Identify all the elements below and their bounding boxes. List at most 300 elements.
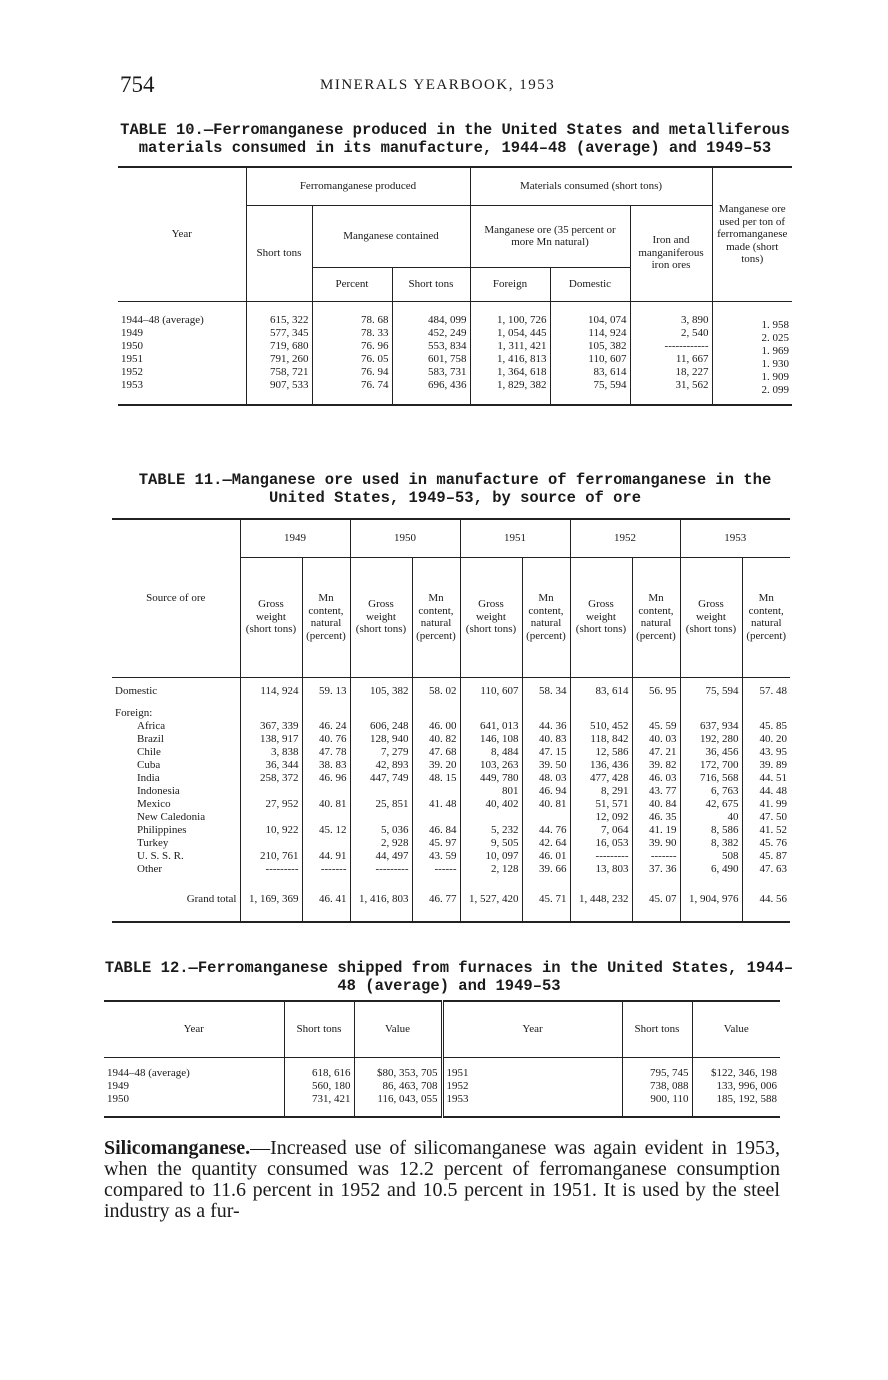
table11-cell: 114, 924	[240, 677, 302, 705]
table11-mn-header: Mn content, natural (percent)	[522, 557, 570, 677]
table11-cell: 46. 24	[319, 720, 347, 732]
table10-cell: 2, 540	[681, 326, 709, 339]
table11-spacer	[574, 707, 629, 720]
table11-cell: 210, 761	[260, 850, 299, 862]
paragraph-text: —Increased use of silicomanganese was again evident in 1953, when the quantity consumed was 12.2 percent of ferromanganese consumption compared to 11.6 percent in 1952 and 10.5 percent in 1951. It is used by the steel industry as a fur-	[104, 1137, 780, 1222]
table11-country-label: Chile	[137, 746, 161, 758]
table12	[104, 1000, 780, 1118]
table11-cell: 39. 50	[539, 759, 567, 771]
table11-country-label: Indonesia	[137, 785, 180, 797]
table10-cell: 758, 721	[270, 365, 309, 378]
table11-cell: 641, 013	[480, 720, 519, 732]
table11-spacer	[354, 707, 409, 720]
table11-cell	[306, 837, 347, 850]
table11-cell: 46. 84	[429, 824, 457, 836]
table11-title: TABLE 11.—Manganese ore used in manufacture of ferromanganese in the United States, 1949–53, by source of ore	[138, 471, 772, 507]
table11-cell: 367, 339	[260, 720, 299, 732]
table11-source-header: Source of ore	[112, 519, 240, 677]
table10-domestic-header: Domestic	[550, 267, 630, 301]
table11-cell: 27, 952	[265, 798, 299, 810]
table11-cell: 447, 749	[370, 772, 409, 784]
table10-title: TABLE 10.—Ferromanganese produced in the United States and metalliferous materials consumed in its manufacture, 1944–48 (average) and 1949–53	[120, 121, 790, 157]
table11-mn-header: Mn content, natural (percent)	[632, 557, 680, 677]
table12-tons-header: Short tons	[622, 1001, 692, 1057]
table11-cell: 45. 71	[522, 878, 570, 922]
table10-cell: 1. 930	[761, 357, 789, 370]
table11-cell: 40	[727, 811, 739, 823]
table11-year-header: 1951	[460, 519, 570, 557]
table12-value-header: Value	[692, 1001, 780, 1057]
table11-cell: 46. 77	[412, 878, 460, 922]
table11-cell: 48. 03	[539, 772, 567, 784]
table10-mn-contained-header: Manganese contained	[312, 205, 470, 267]
table11-country-label: Mexico	[137, 798, 171, 810]
table10-mn-ore-header: Manganese ore (35 percent or more Mn natural)	[470, 205, 630, 267]
table10-cell: 1, 100, 726	[497, 313, 547, 326]
table11-cell: 47. 21	[649, 746, 677, 758]
table11-spacer	[306, 707, 347, 720]
table10-short-tons-column	[246, 301, 312, 405]
table11-cell	[354, 811, 409, 824]
table11-cell: 1, 416, 803	[350, 878, 412, 922]
table10-cell: 75, 594	[593, 378, 627, 391]
table10-domestic-column	[550, 301, 630, 405]
table12-right-values	[692, 1057, 780, 1117]
table11-cell: 39. 20	[429, 759, 457, 771]
table11-cell: 40. 20	[759, 733, 787, 745]
table11-spacer	[526, 707, 567, 720]
table10-cell: 78. 68	[361, 313, 389, 326]
table11-spacer	[746, 707, 788, 720]
table11-total-row	[112, 878, 790, 922]
table10-row-year: 1950	[121, 339, 143, 352]
table11-cell	[306, 811, 347, 824]
table11-year-header: 1949	[240, 519, 350, 557]
table12-tons-header: Short tons	[284, 1001, 354, 1057]
table11-cell: 1, 527, 420	[460, 878, 522, 922]
table10-cell: 719, 680	[270, 339, 309, 352]
table11-spacer	[636, 707, 677, 720]
table10-cell: 76. 74	[361, 378, 389, 391]
table11-cell: 8, 484	[491, 746, 519, 758]
table11-cell: 47. 50	[759, 811, 787, 823]
table12-cell: 795, 745	[650, 1067, 689, 1080]
page-number: 754	[120, 72, 155, 97]
table10-cell: 1. 909	[761, 370, 789, 383]
table12-row-year: 1944–48 (average)	[107, 1067, 190, 1080]
table11-cell: 118, 842	[590, 733, 629, 745]
table11-foreign-labels	[112, 705, 240, 878]
table11-cell: 45. 85	[759, 720, 787, 732]
table11-cell: 510, 452	[590, 720, 629, 732]
table11-cell: -------	[650, 850, 677, 862]
table11-cell: 44, 497	[375, 850, 409, 862]
table12-row-year: 1951	[446, 1067, 469, 1080]
table11-cell: 2, 928	[381, 837, 409, 849]
table11-cell: 47. 78	[319, 746, 347, 758]
table11-cell: 38. 83	[319, 759, 347, 771]
table11-cell: 46. 01	[539, 850, 567, 862]
table11-cell: 103, 263	[480, 759, 519, 771]
table11-cell: 5, 036	[381, 824, 409, 836]
table11-cell	[244, 811, 299, 824]
table11-cell: 41. 99	[759, 798, 787, 810]
table11-cell: 39. 89	[759, 759, 787, 771]
table10-cell: 105, 382	[588, 339, 627, 352]
table11-cell: 44. 56	[742, 878, 790, 922]
table11-cell: 138, 917	[260, 733, 299, 745]
table11-cell: 45. 59	[649, 720, 677, 732]
table11-foreign-block	[112, 705, 790, 878]
table11-gross-header: Gross weight (short tons)	[460, 557, 522, 677]
table11-cell: 801	[502, 785, 519, 797]
table12-left-years	[104, 1057, 284, 1117]
table10-per-ton-header: Manganese ore used per ton of ferromanganese made (short tons)	[712, 167, 792, 301]
table12-cell: 618, 616	[312, 1067, 351, 1080]
table11-cell: 1, 448, 232	[570, 878, 632, 922]
table10-cell: 76. 96	[361, 339, 389, 352]
table10-cell: 907, 533	[270, 378, 309, 391]
table11-cell: 8, 382	[711, 837, 739, 849]
table11-cell: 172, 700	[700, 759, 739, 771]
table10	[118, 166, 792, 406]
table10-row-year: 1944–48 (average)	[121, 313, 204, 326]
table10-cell: 553, 834	[428, 339, 467, 352]
table10-mn-tons-column	[392, 301, 470, 405]
table11-cell: 1, 904, 976	[680, 878, 742, 922]
table11-country-label: Cuba	[137, 759, 161, 771]
table11-country-label: New Caledonia	[137, 811, 206, 823]
table10-year-header: Year	[118, 167, 246, 301]
table10-cell: ------------	[664, 339, 709, 352]
table11-cell: 45. 76	[759, 837, 787, 849]
table11-cell: 43. 77	[649, 785, 677, 797]
table11-cell: 110, 607	[460, 677, 522, 705]
table10-short-tons-header: Short tons	[246, 205, 312, 301]
table12-cell: 560, 180	[312, 1080, 351, 1093]
table11-cell: 39. 66	[539, 863, 567, 875]
table11-cell: 6, 490	[711, 863, 739, 875]
page-header	[120, 72, 790, 100]
table11-cell	[354, 785, 409, 798]
table11-column	[680, 705, 742, 878]
table10-mn-tons-header: Short tons	[392, 267, 470, 301]
table11-column	[302, 705, 350, 878]
table11-country-label: U. S. S. R.	[137, 850, 184, 862]
table10-percent-column	[312, 301, 392, 405]
table10-cell: 1, 829, 382	[497, 378, 547, 391]
table11-column	[460, 705, 522, 878]
table10-cell: 791, 260	[270, 352, 309, 365]
table12-cell: 738, 088	[650, 1080, 689, 1093]
table10-cell: 114, 924	[588, 326, 627, 339]
table10-row-year: 1949	[121, 326, 143, 339]
table12-row-year: 1952	[446, 1080, 469, 1093]
table11-country-label: Philippines	[137, 824, 187, 836]
table11-cell: 5, 232	[491, 824, 519, 836]
table11-cell: 637, 934	[700, 720, 739, 732]
body-paragraph	[104, 1138, 780, 1222]
table12-cell: 900, 110	[650, 1093, 689, 1106]
table12-row-year: 1950	[107, 1093, 129, 1106]
table11-cell: 45. 07	[632, 878, 680, 922]
table11-spacer	[244, 707, 299, 720]
table11-cell: 16, 053	[595, 837, 629, 849]
table11-cell: 40, 402	[485, 798, 519, 810]
table11-cell: 13, 803	[595, 863, 629, 875]
table11-cell: 40. 81	[539, 798, 567, 810]
table11-cell: 75, 594	[680, 677, 742, 705]
table11-cell: 47. 15	[539, 746, 567, 758]
table11-column	[570, 705, 632, 878]
table12-cell: 133, 996, 006	[716, 1080, 777, 1093]
table11-year-header: 1952	[570, 519, 680, 557]
table11-cell: 46. 35	[649, 811, 677, 823]
table11-cell: 43. 59	[429, 850, 457, 862]
paragraph-lead: Silicomanganese.	[104, 1137, 251, 1159]
table10-cell: 110, 607	[588, 352, 627, 365]
table11-cell: 136, 436	[590, 759, 629, 771]
table10-per-ton-column	[712, 301, 792, 405]
table10-foreign-header: Foreign	[470, 267, 550, 301]
table10-cell: 1, 364, 618	[497, 365, 547, 378]
table12-row-year: 1953	[446, 1093, 469, 1106]
table11-cell: 2, 128	[491, 863, 519, 875]
table10-cell: 1, 416, 813	[497, 352, 547, 365]
table11-cell: 12, 092	[595, 811, 629, 823]
table10-cell: 76. 94	[361, 365, 389, 378]
table10-cell: 1, 054, 445	[497, 326, 547, 339]
table10-row-year: 1951	[121, 352, 143, 365]
table11-cell: 3, 838	[271, 746, 299, 758]
table11-cell: 42, 675	[705, 798, 739, 810]
table11-mn-header: Mn content, natural (percent)	[412, 557, 460, 677]
table12-cell: 116, 043, 055	[377, 1093, 438, 1106]
table10-percent-header: Percent	[312, 267, 392, 301]
table12-right-years	[442, 1057, 622, 1117]
table11-foreign-label: Foreign:	[115, 707, 153, 719]
table11-cell: 606, 248	[370, 720, 409, 732]
table12-title: TABLE 12.—Ferromanganese shipped from furnaces in the United States, 1944–48 (average) and 1949–53	[104, 959, 794, 995]
table10-consumed-header: Materials consumed (short tons)	[470, 167, 712, 205]
table11-cell	[526, 811, 567, 824]
table11-cell: 59. 13	[302, 677, 350, 705]
table11-cell: 192, 280	[700, 733, 739, 745]
table11-country-label: Turkey	[137, 837, 169, 849]
table10-cell: 452, 249	[428, 326, 467, 339]
table11-column	[350, 705, 412, 878]
table11-cell: 6, 763	[711, 785, 739, 797]
table11-cell: 41. 48	[429, 798, 457, 810]
table11-column	[240, 705, 302, 878]
table10-foreign-column	[470, 301, 550, 405]
table11-mn-header: Mn content, natural (percent)	[742, 557, 790, 677]
table12-left-tons	[284, 1057, 354, 1117]
table11-cell: 58. 34	[522, 677, 570, 705]
table10-cell: 31, 562	[675, 378, 709, 391]
table11-cell: 40. 84	[649, 798, 677, 810]
table11-cell: ------	[434, 863, 457, 875]
table11-cell: 46. 00	[429, 720, 457, 732]
table11-cell: 39. 90	[649, 837, 677, 849]
table11-cell: 43. 95	[759, 746, 787, 758]
table10-cell: 615, 322	[270, 313, 309, 326]
table11-cell: 47. 68	[429, 746, 457, 758]
table11-cell: 40. 82	[429, 733, 457, 745]
table10-cell: 601, 758	[428, 352, 467, 365]
table11-column	[522, 705, 570, 878]
table11-gross-header: Gross weight (short tons)	[570, 557, 632, 677]
table10-cell: 1, 311, 421	[497, 339, 547, 352]
table12-cell: $80, 353, 705	[377, 1067, 438, 1080]
table12-cell: 731, 421	[312, 1093, 351, 1106]
table10-cell: 18, 227	[675, 365, 709, 378]
table11-cell: 44. 48	[759, 785, 787, 797]
table11-cell: 10, 097	[485, 850, 519, 862]
table11-cell: 105, 382	[350, 677, 412, 705]
table11-country-label: Brazil	[137, 733, 164, 745]
table12-right-tons	[622, 1057, 692, 1117]
table11-cell: 46. 94	[539, 785, 567, 797]
table12-cell: 185, 192, 588	[716, 1093, 777, 1106]
table11-cell: 45. 97	[429, 837, 457, 849]
table11-cell	[244, 837, 299, 850]
table11-country-label: India	[137, 772, 160, 784]
table11-cell: 83, 614	[570, 677, 632, 705]
table11-cell: 716, 568	[700, 772, 739, 784]
table12-left-values	[354, 1057, 442, 1117]
table12-cell: $122, 346, 198	[711, 1067, 777, 1080]
table10-cell: 696, 436	[428, 378, 467, 391]
table10-iron-ores-header: Iron and manganiferous iron ores	[630, 205, 712, 301]
table10-cell: 3, 890	[681, 313, 709, 326]
table10-cell: 83, 614	[593, 365, 627, 378]
table11-row-label: Domestic	[115, 685, 158, 697]
table11-cell: 508	[722, 850, 739, 862]
table11-cell: 8, 291	[601, 785, 629, 797]
table11-year-header: 1950	[350, 519, 460, 557]
table11-cell	[244, 785, 299, 798]
table11-cell: 36, 456	[705, 746, 739, 758]
table11-cell: 45. 12	[319, 824, 347, 836]
table11-domestic-row	[112, 677, 790, 705]
table10-cell: 78. 33	[361, 326, 389, 339]
table11-cell: 7, 279	[381, 746, 409, 758]
table11-country-label: Other	[137, 863, 163, 875]
table12-cell: 86, 463, 708	[382, 1080, 438, 1093]
table11-cell: 449, 780	[480, 772, 519, 784]
running-title: MINERALS YEARBOOK, 1953	[320, 77, 556, 93]
table11-year-header: 1953	[680, 519, 790, 557]
table11-cell: 47. 63	[759, 863, 787, 875]
table11-cell	[464, 811, 519, 824]
table11-cell: ---------	[595, 850, 629, 862]
table11-cell: 40. 83	[539, 733, 567, 745]
table12-year-header: Year	[442, 1001, 622, 1057]
table11-cell	[416, 785, 457, 798]
table12-value-header: Value	[354, 1001, 442, 1057]
table11-gross-header: Gross weight (short tons)	[680, 557, 742, 677]
table10-cell: 484, 099	[428, 313, 467, 326]
table11-cell: 12, 586	[595, 746, 629, 758]
table11-cell: 37. 36	[649, 863, 677, 875]
table11-cell	[416, 811, 457, 824]
table11-cell: 128, 940	[370, 733, 409, 745]
table11-cell: 46. 03	[649, 772, 677, 784]
table11-country-label: Africa	[137, 720, 166, 732]
table11-cell: 51, 571	[595, 798, 629, 810]
table11-spacer	[416, 707, 457, 720]
table11-cell: 258, 372	[260, 772, 299, 784]
table10-row-year: 1953	[121, 378, 143, 391]
table11-cell: 39. 82	[649, 759, 677, 771]
table10-cell: 1. 969	[761, 344, 789, 357]
table11-cell: 56. 95	[632, 677, 680, 705]
table11-cell: 477, 428	[590, 772, 629, 784]
table11-column	[742, 705, 790, 878]
table10-produced-header: Ferromanganese produced	[246, 167, 470, 205]
table11-cell: 58. 02	[412, 677, 460, 705]
table11-spacer	[464, 707, 519, 720]
table11-cell: 40. 81	[319, 798, 347, 810]
table11-cell: 44. 36	[539, 720, 567, 732]
table11-cell: 146, 108	[480, 733, 519, 745]
table11-cell: 42, 893	[375, 759, 409, 771]
table10-cell: 11, 667	[675, 352, 709, 365]
table11-cell: 41. 19	[649, 824, 677, 836]
table12-row-year: 1949	[107, 1080, 129, 1093]
table11-cell: 40. 76	[319, 733, 347, 745]
table11-cell: 25, 851	[375, 798, 409, 810]
table10-cell: 577, 345	[270, 326, 309, 339]
table11-cell: 42. 64	[539, 837, 567, 849]
table11-cell: 46. 96	[319, 772, 347, 784]
table10-iron-column	[630, 301, 712, 405]
table11-cell: 41. 52	[759, 824, 787, 836]
table12-year-header: Year	[104, 1001, 284, 1057]
table11-cell: 1, 169, 369	[240, 878, 302, 922]
table10-cell: 1. 958	[761, 318, 789, 331]
table10-row-year: 1952	[121, 365, 143, 378]
table11-cell	[306, 785, 347, 798]
table10-cell: 2. 099	[761, 383, 789, 396]
table11-cell: 48. 15	[429, 772, 457, 784]
table11-gross-header: Gross weight (short tons)	[240, 557, 302, 677]
table11-column	[632, 705, 680, 878]
table11	[112, 518, 790, 923]
table11-cell: 40. 03	[649, 733, 677, 745]
table11-cell: 9, 505	[491, 837, 519, 849]
table10-cell: 104, 074	[588, 313, 627, 326]
table11-column	[412, 705, 460, 878]
table11-cell: 44. 76	[539, 824, 567, 836]
table11-total-label: Grand total	[186, 893, 237, 906]
table11-cell: ---------	[375, 863, 409, 875]
table10-cell: 583, 731	[428, 365, 467, 378]
table11-cell: 8, 586	[711, 824, 739, 836]
table11-cell: ---------	[265, 863, 299, 875]
table11-cell: 10, 922	[265, 824, 299, 836]
table11-cell: 57. 48	[742, 677, 790, 705]
table11-mn-header: Mn content, natural (percent)	[302, 557, 350, 677]
table11-cell: -------	[320, 863, 347, 875]
table11-cell: 46. 41	[302, 878, 350, 922]
table11-spacer	[684, 707, 739, 720]
table11-cell: 44. 51	[759, 772, 787, 784]
table11-cell: 44. 91	[319, 850, 347, 862]
table10-years-column	[118, 301, 246, 405]
table11-cell: 7, 064	[601, 824, 629, 836]
